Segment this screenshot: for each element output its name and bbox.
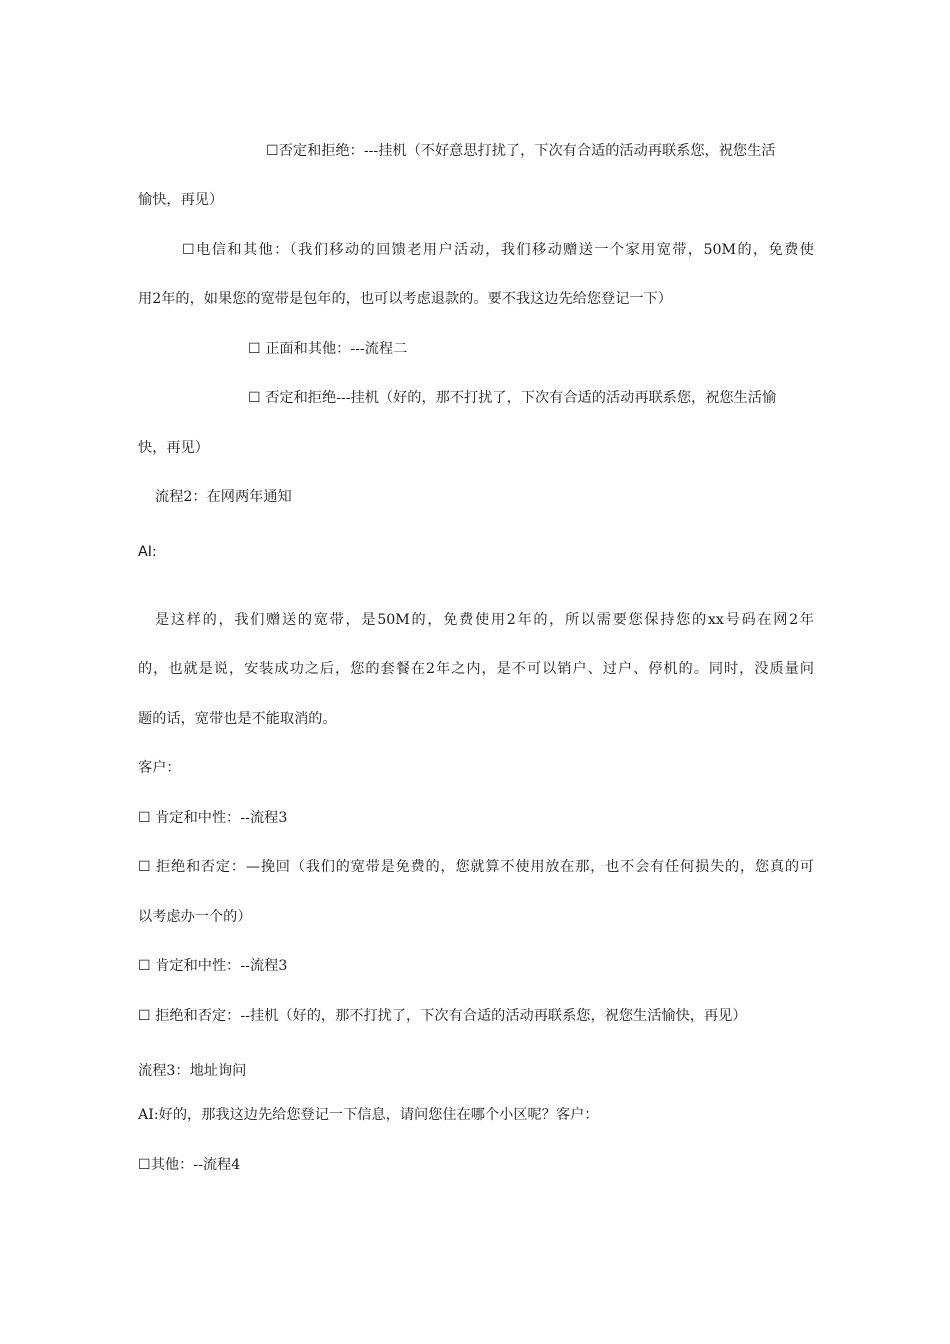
section-heading-flow-2: 流程2：在网两年通知 — [155, 489, 292, 505]
line-5: ☐ 正面和其他：---流程二 — [248, 341, 408, 357]
line-16: 以考虑办一个的） — [138, 909, 252, 925]
ai-address-question: AI:好的，那我这边先给您登记一下信息，请问您住在哪个小区呢？客户： — [138, 1107, 599, 1123]
option-reject-retain: ☐ 拒绝和否定：—挽回（我们的宽带是免费的，您就算不使用放在那，也不会有任何损失的，您真的可 — [138, 859, 814, 875]
line-6: ☐ 否定和拒绝---挂机（好的，那不打扰了，下次有合适的活动再联系您，祝您生活愉 — [248, 390, 777, 406]
line-2: 愉快，再见） — [138, 192, 224, 208]
option-positive-1: ☐ 肯定和中性：--流程3 — [138, 810, 288, 826]
option-other: ☐其他：--流程4 — [138, 1157, 241, 1173]
line-7: 快，再见） — [138, 440, 209, 456]
line-4: 用2年的，如果您的宽带是包年的，也可以考虑退款的。要不我这边先给您登记一下） — [138, 291, 672, 307]
line-12: 题的话，宽带也是不能取消的。 — [138, 711, 337, 727]
line-3: ☐电信和其他：（我们移动的回馈老用户活动，我们移动赠送一个家用宽带，50M的，免费使 — [182, 242, 814, 258]
option-reject-hangup: ☐ 拒绝和否定：--挂机（好的，那不打扰了，下次有合适的活动再联系您，祝您生活愉快，再见） — [138, 1008, 747, 1024]
line-11: 的，也就是说，安装成功之后，您的套餐在2年之内，是不可以销户、过户、停机的。同时，没质量问 — [138, 661, 814, 677]
line-1: ☐否定和拒绝：---挂机（不好意思打扰了，下次有合适的活动再联系您，祝您生活 — [266, 143, 776, 159]
line-10: 是这样的，我们赠送的宽带，是50M的，免费使用2年的，所以需要您保持您的xx号码在网2年 — [155, 612, 814, 628]
option-positive-2: ☐ 肯定和中性：--流程3 — [138, 958, 288, 974]
ai-label: AI: — [138, 544, 157, 560]
section-heading-flow-3: 流程3：地址询问 — [138, 1063, 247, 1079]
customer-label: 客户： — [138, 760, 181, 776]
